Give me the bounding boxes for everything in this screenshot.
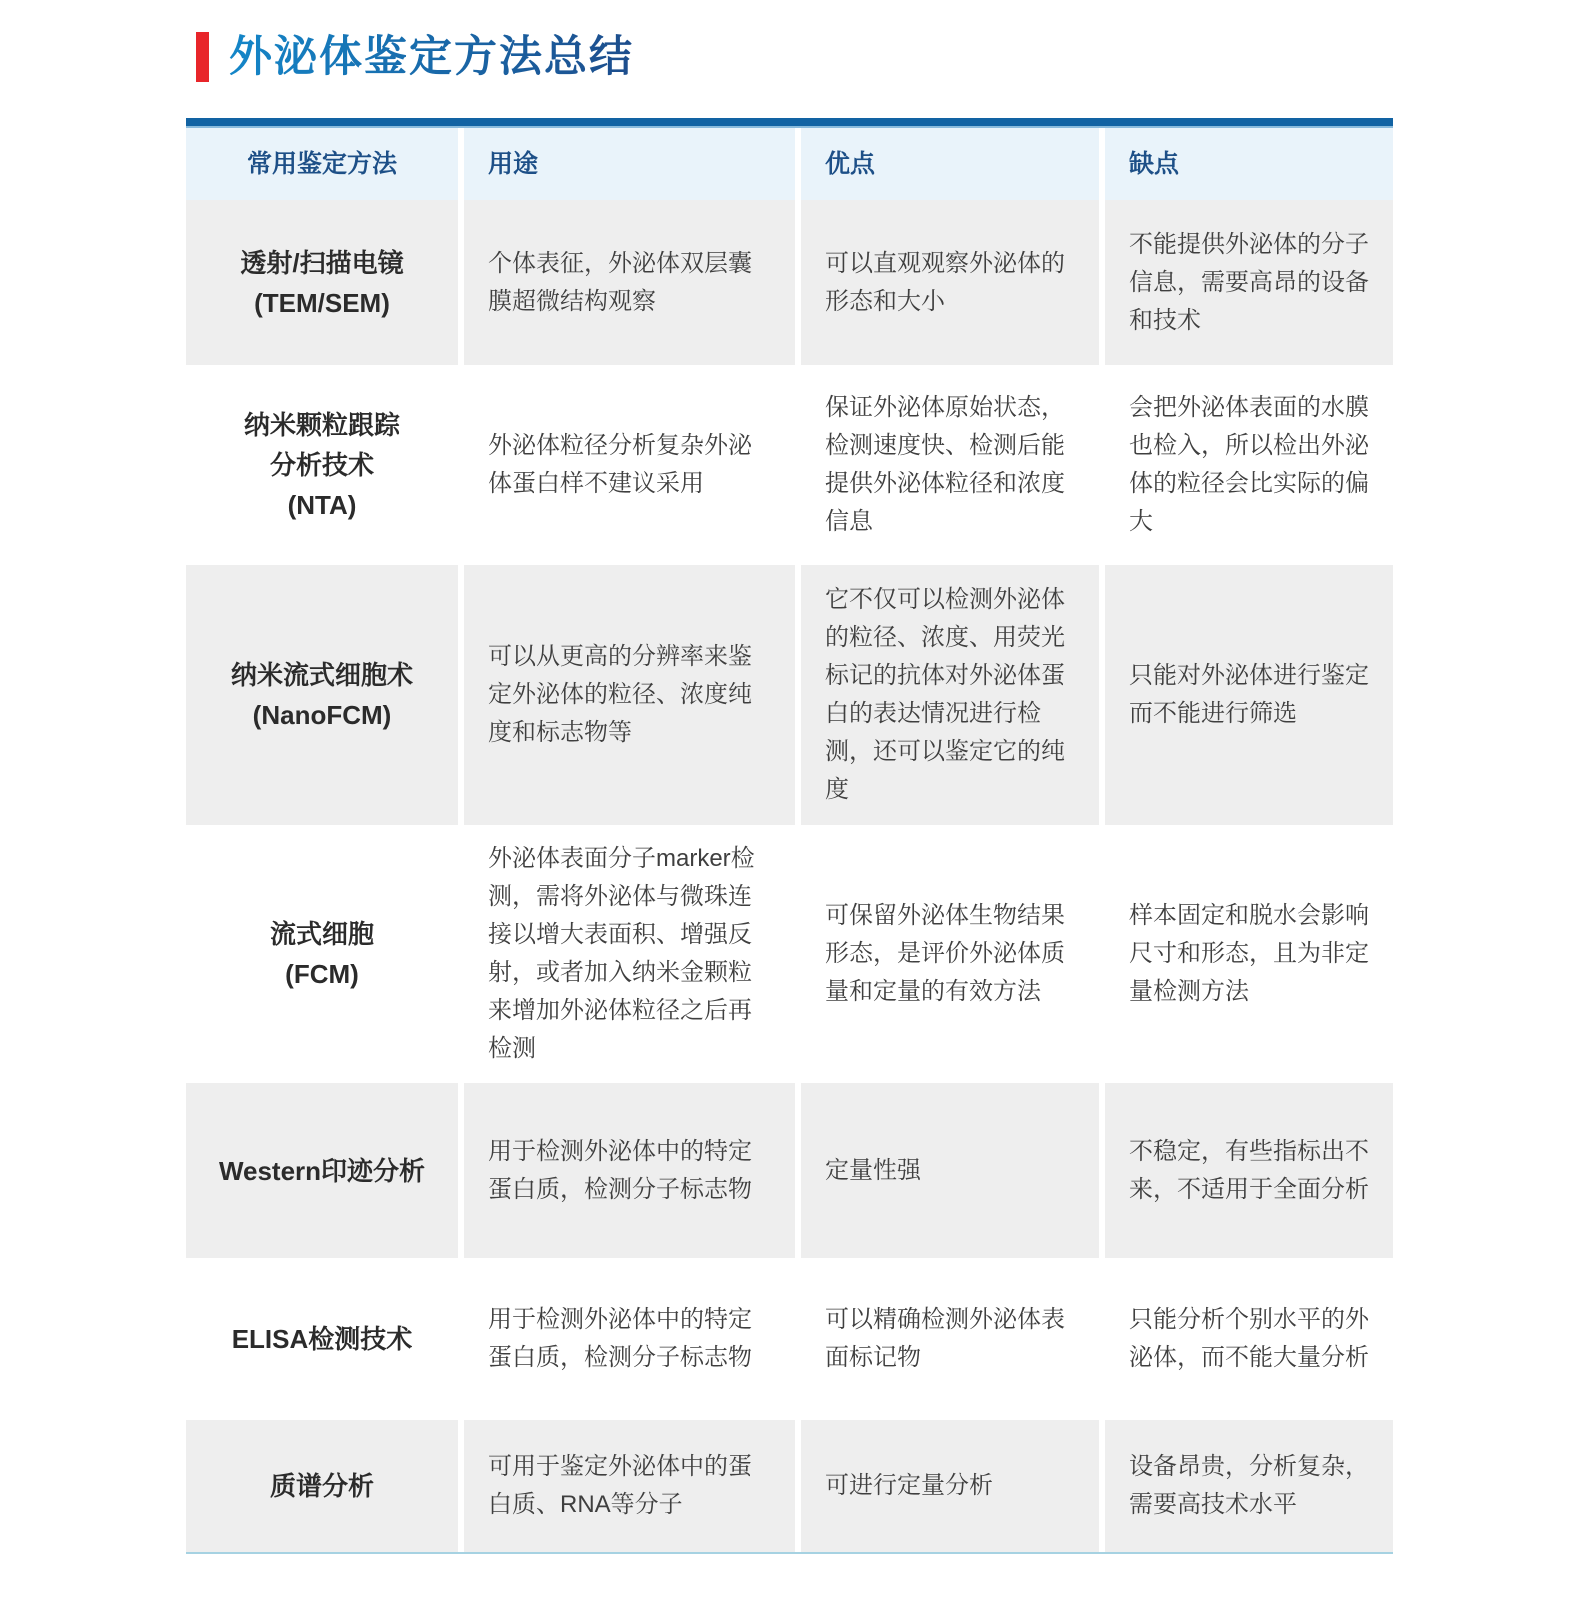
method-cell	[186, 565, 458, 825]
table-top-bar	[186, 118, 1393, 128]
cons-cell: 会把外泌体表面的水膜也检入，所以检出外泌体的粒径会比实际的偏大	[1105, 365, 1393, 565]
purpose-cell: 用于检测外泌体中的特定蛋白质，检测分子标志物	[464, 1083, 795, 1258]
method-abbrev: (NTA)	[287, 490, 357, 520]
method-name: 纳米颗粒跟踪	[243, 410, 400, 440]
pros-cell: 可以直观观察外泌体的形态和大小	[801, 200, 1099, 365]
header-cons: 缺点	[1105, 128, 1393, 200]
method-name: 质谱分析	[269, 1471, 374, 1501]
method-name: Western印迹分析	[218, 1155, 426, 1186]
method-name: ELISA检测技术	[231, 1324, 413, 1354]
purpose-cell: 外泌体表面分子marker检测，需将外泌体与微珠连接以增大表面积、增强反射，或者加入纳米金颗粒来增加外泌体粒径之后再检测	[464, 825, 795, 1083]
header-pros: 优点	[801, 128, 1099, 200]
method-abbrev: (FCM)	[285, 959, 359, 989]
purpose-cell: 可用于鉴定外泌体中的蛋白质、RNA等分子	[464, 1420, 795, 1552]
cons-cell: 样本固定和脱水会影响尺寸和形态，且为非定量检测方法	[1105, 825, 1393, 1083]
table-header-row	[186, 128, 1393, 200]
pros-cell: 可进行定量分析	[801, 1420, 1099, 1552]
method-cell	[186, 825, 458, 1083]
method-name: 纳米流式细胞术	[230, 660, 413, 690]
table-row-elisa	[186, 1258, 1393, 1420]
pros-cell: 保证外泌体原始状态，检测速度快、检测后能提供外泌体粒径和浓度信息	[801, 365, 1099, 565]
cons-cell: 不能提供外泌体的分子信息，需要高昂的设备和技术	[1105, 200, 1393, 365]
purpose-cell: 外泌体粒径分析复杂外泌体蛋白样不建议采用	[464, 365, 795, 565]
pros-cell: 可以精确检测外泌体表面标记物	[801, 1258, 1099, 1420]
method-cell	[186, 1083, 458, 1258]
table-row-western-blot	[186, 1083, 1393, 1258]
pros-cell: 它不仅可以检测外泌体的粒径、浓度、用荧光标记的抗体对外泌体蛋白的表达情况进行检测，还可以鉴定它的纯度	[801, 565, 1099, 825]
table-row-mass-spec	[186, 1420, 1393, 1552]
method-cell	[186, 200, 458, 365]
title-accent-bar	[196, 32, 209, 82]
purpose-cell: 个体表征，外泌体双层囊膜超微结构观察	[464, 200, 795, 365]
table-row-fcm	[186, 825, 1393, 1083]
method-name: 透射/扫描电镜	[240, 247, 404, 278]
pros-cell: 定量性强	[801, 1083, 1099, 1258]
purpose-cell: 可以从更高的分辨率来鉴定外泌体的粒径、浓度纯度和标志物等	[464, 565, 795, 825]
cons-cell: 只能分析个别水平的外泌体，而不能大量分析	[1105, 1258, 1393, 1420]
method-name: 流式细胞	[269, 919, 374, 949]
cons-cell: 不稳定，有些指标出不来，不适用于全面分析	[1105, 1083, 1393, 1258]
method-cell	[186, 1258, 458, 1420]
method-abbrev: (TEM/SEM)	[254, 287, 390, 318]
methods-table	[186, 118, 1393, 1554]
page-title: 外泌体鉴定方法总结	[229, 28, 634, 86]
table-row-tem-sem	[186, 200, 1393, 365]
cons-cell: 设备昂贵，分析复杂，需要高技术水平	[1105, 1420, 1393, 1552]
table-bottom-border	[186, 1552, 1393, 1554]
title-row	[196, 28, 634, 86]
method-abbrev: (NanoFCM)	[252, 700, 392, 730]
purpose-cell: 用于检测外泌体中的特定蛋白质，检测分子标志物	[464, 1258, 795, 1420]
pros-cell: 可保留外泌体生物结果形态，是评价外泌体质量和定量的有效方法	[801, 825, 1099, 1083]
table-row-nanofcm	[186, 565, 1393, 825]
method-cell	[186, 365, 458, 565]
method-cell	[186, 1420, 458, 1552]
table-row-nta	[186, 365, 1393, 565]
cons-cell: 只能对外泌体进行鉴定而不能进行筛选	[1105, 565, 1393, 825]
header-purpose: 用途	[464, 128, 795, 200]
method-name: 分析技术	[269, 450, 374, 480]
header-method: 常用鉴定方法	[186, 128, 458, 200]
